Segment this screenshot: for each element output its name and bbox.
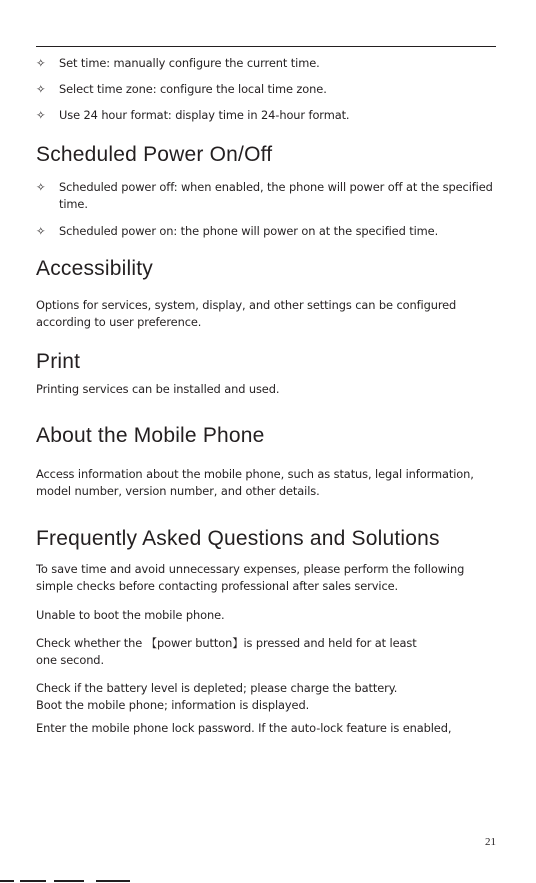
faq-check-battery: Check if the battery level is depleted; please charge the battery. xyxy=(36,681,398,695)
heading-print: Print xyxy=(36,350,81,373)
bullet-text: Use 24 hour format: display time in 24-hour format. xyxy=(59,108,350,122)
sparkle-bullet-icon: ✧ xyxy=(36,108,46,122)
sparkle-bullet-icon: ✧ xyxy=(36,180,46,194)
print-text: Printing services can be installed and used. xyxy=(36,382,280,396)
page-number: 21 xyxy=(485,836,496,848)
bullet-text: Scheduled power off: when enabled, the phone will power off at the specified time. xyxy=(59,180,493,211)
bullet-text: Set time: manually configure the current time. xyxy=(59,56,320,70)
sparkle-bullet-icon: ✧ xyxy=(36,224,46,238)
about-text: Access information about the mobile phone, such as status, legal information, model number, version number, and other details. xyxy=(36,467,474,498)
heading-accessibility: Accessibility xyxy=(36,257,153,280)
faq-check-power-button: Check whether the 【power button】is pressed and held for at least one second. xyxy=(36,636,417,667)
heading-faq: Frequently Asked Questions and Solutions xyxy=(36,527,440,550)
faq-lock-password: Enter the mobile phone lock password. If the auto-lock feature is enabled, xyxy=(36,721,452,735)
heading-scheduled-power: Scheduled Power On/Off xyxy=(36,143,273,166)
sparkle-bullet-icon: ✧ xyxy=(36,56,46,70)
sparkle-bullet-icon: ✧ xyxy=(36,82,46,96)
heading-about-phone: About the Mobile Phone xyxy=(36,424,265,447)
bullet-power-off xyxy=(36,179,501,213)
bullet-text: Scheduled power on: the phone will power on at the specified time. xyxy=(59,224,439,238)
bullet-text: Select time zone: configure the local time zone. xyxy=(59,82,327,96)
page-content xyxy=(36,55,501,737)
top-rule xyxy=(36,46,496,47)
bullet-set-time xyxy=(36,55,501,72)
bullet-power-on xyxy=(36,223,501,240)
faq-issue: Unable to boot the mobile phone. xyxy=(36,608,225,622)
bullet-24-hour xyxy=(36,107,501,124)
bullet-time-zone xyxy=(36,81,501,98)
accessibility-text: Options for services, system, display, and other settings can be configured according to user preference. xyxy=(36,298,457,329)
faq-boot-info: Boot the mobile phone; information is displayed. xyxy=(36,698,310,712)
faq-intro: To save time and avoid unnecessary expenses, please perform the following simple checks before contacting professional after sales service. xyxy=(36,562,465,593)
